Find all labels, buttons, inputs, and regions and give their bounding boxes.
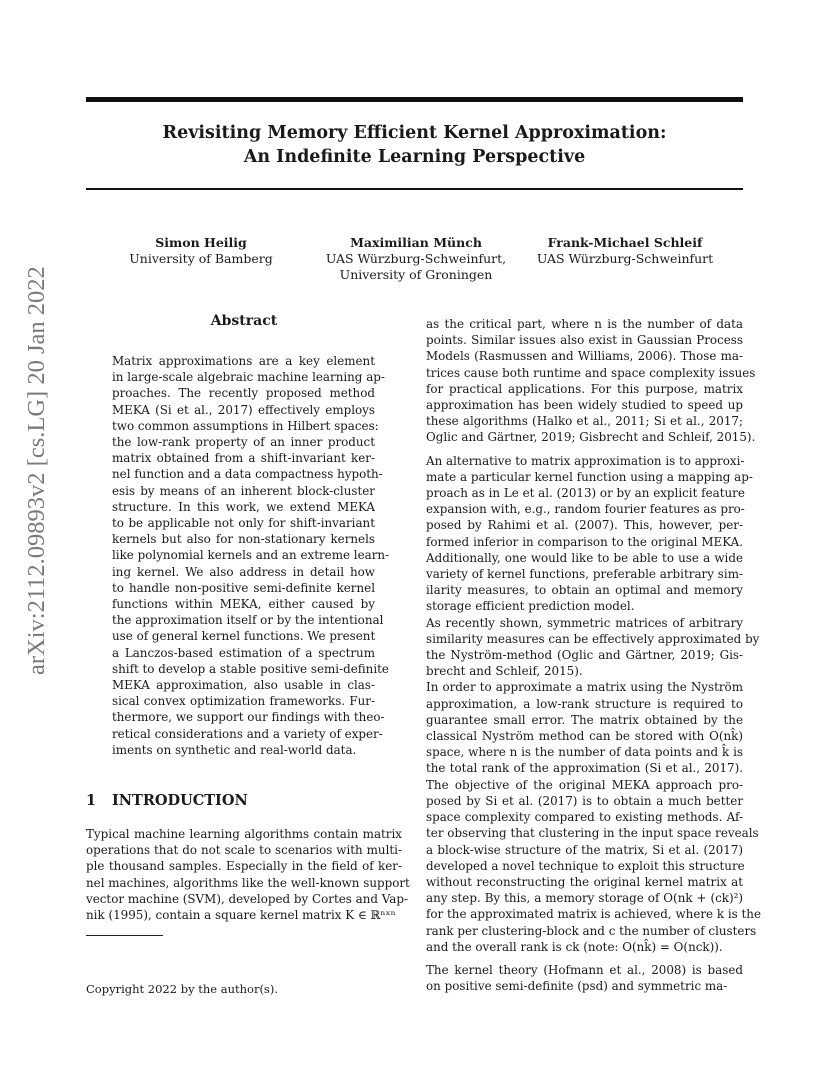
text-line: variety of kernel functions, preferable arbitrary sim- [426,567,743,582]
text-line: ing kernel. We also address in detail how [112,564,375,579]
text-line: use of general kernel functions. We present [112,629,376,644]
text-line: Matrix approximations are a key element [112,354,375,368]
text-line: nel function and a data compactness hypoth- [112,467,383,482]
text-line: space, where n is the number of data points and k̂ is [426,745,743,760]
text-line: MEKA (Si et al., 2017) effectively employs [112,402,375,417]
author-affiliation: UAS Würzburg-Schweinfurt [536,251,714,266]
text-line: sical convex optimization frameworks. Fur- [112,694,375,709]
text-line: ter observing that clustering in the input space reveals [426,826,759,841]
text-line: space complexity compared to existing methods. Af- [426,810,743,825]
text-line: nik (1995), contain a square kernel matrix K ∈ ℝⁿˣⁿ [86,908,396,923]
text-line: thermore, we support our findings with theo- [112,710,385,725]
text-line: In order to approximate a matrix using the Nyström [426,680,743,695]
text-line: functions within MEKA, either caused by [112,597,375,612]
text-line: MEKA approximation, also usable in clas- [112,678,375,693]
text-line: nel machines, algorithms like the well-known support [86,875,410,890]
title-top-rule [86,97,743,102]
author-name: Maximilian Münch [350,235,482,250]
text-line: for practical applications. For this purpose, matrix [426,381,743,396]
author-name: Frank-Michael Schleif [547,235,703,250]
text-line: formed inferior in comparison to the original MEKA. [426,534,743,549]
paper-title [86,121,743,169]
text-line: shift to develop a stable positive semi-definite [112,661,389,676]
text-line: any step. By this, a memory storage of O(nk + (ck)²) [426,891,743,906]
text-line: kernels but also for non-stationary kernels [112,532,375,547]
text-line: the approximation itself or by the intentional [112,613,384,628]
intro-left-column [86,826,410,923]
text-line: the total rank of the approximation (Si et al., 2017). [426,761,743,776]
text-line: approximation, a low-rank structure is required to [426,696,743,711]
text-line: Typical machine learning algorithms contain matrix [86,827,402,841]
text-line: posed by Si et al. (2017) is to obtain a much better [426,793,743,808]
author-affiliation: UAS Würzburg-Schweinfurt, [325,251,507,266]
arxiv-identifier: arXiv:2112.09893v2 [cs.LG] 20 Jan 2022 [23,266,50,675]
text-line: iments on synthetic and real-world data. [112,742,357,757]
text-line: retical considerations and a variety of exper- [112,726,383,741]
paragraph [426,962,743,994]
text-line: the low-rank property of an inner product [112,435,375,450]
text-line: storage efficient prediction model. [426,599,635,614]
section-number: 1 [86,792,97,809]
text-line: esis by means of an inherent block-cluster [112,483,375,498]
author-block-1 [120,235,282,267]
text-line: guarantee small error. The matrix obtained by the [426,712,743,727]
title-line-1: Revisiting Memory Efficient Kernel Approximation: [162,123,667,143]
text-line: mate a particular kernel function using a mapping ap- [426,469,753,484]
author-block-2 [318,235,514,283]
abstract-body [112,353,390,758]
text-line: a block-wise structure of the matrix, Si et al. (2017) [426,842,743,857]
paragraph [426,453,761,955]
text-line: in large-scale algebraic machine learning ap- [112,370,385,385]
text-line: like polynomial kernels and an extreme learn- [112,548,390,563]
abstract-heading: Abstract [210,313,278,329]
text-line: and the overall rank is ck (note: O(nk̂) = O(nck)). [426,939,723,954]
text-line: proaches. The recently proposed method [112,386,375,401]
text-line: a Lanczos-based estimation of a spectrum [112,645,375,660]
text-line: trices cause both runtime and space complexity issues [426,365,756,380]
text-line: proach as in Le et al. (2013) or by an explicit feature [426,486,745,501]
text-line: Oglic and Gärtner, 2019; Gisbrecht and Schleif, 2015). [426,430,756,445]
footnote-rule [86,935,163,936]
text-line: structure. In this work, we extend MEKA [112,499,375,514]
title-bottom-rule [86,188,743,190]
author-block-3 [531,235,719,267]
text-line: matrix obtained from a shift-invariant ker- [112,451,375,466]
text-line: developed a novel technique to exploit this structure [426,858,745,873]
text-line: similarity measures can be effectively approximated by [426,631,760,646]
text-line: posed by Rahimi et al. (2007). This, however, per- [426,518,743,533]
title-line-2: An Indefinite Learning Perspective [243,147,586,167]
text-line: Models (Rasmussen and Williams, 2006). Those ma- [426,349,743,364]
text-line: The objective of the original MEKA approach pro- [426,777,743,792]
copyright-footnote: Copyright 2022 by the author(s). [86,982,278,996]
text-line: vector machine (SVM), developed by Cortes and Vap- [86,891,409,906]
text-line: ple thousand samples. Especially in the field of ker- [86,859,402,874]
text-line: Additionally, one would like to be able to use a wide [426,550,743,565]
text-line: the Nyström-method (Oglic and Gärtner, 2019; Gis- [426,648,743,663]
text-line: expansion with, e.g., random fourier features as pro- [426,502,745,517]
text-line: to be applicable not only for shift-invariant [112,516,375,531]
section-heading [86,792,248,809]
author-affiliation: University of Bamberg [129,251,273,266]
text-line: classical Nyström method can be stored with O(nk̂) [426,729,743,744]
text-line: As recently shown, symmetric matrices of arbitrary [426,615,743,630]
text-line: operations that do not scale to scenarios with multi- [86,843,402,858]
text-line: ilarity measures, to obtain an optimal and memory [426,583,743,598]
right-column [426,316,761,994]
text-line: these algorithms (Halko et al., 2011; Si et al., 2017; [426,414,743,429]
text-line: without reconstructing the original kernel matrix at [426,874,743,889]
text-line: to handle non-positive semi-definite kernel [112,580,375,595]
text-line: two common assumptions in Hilbert spaces: [112,418,379,433]
text-line: for the approximated matrix is achieved, where k is the [426,907,761,922]
paragraph [426,316,756,446]
text-line: An alternative to matrix approximation is to approxi- [426,453,745,468]
text-line: rank per clustering-block and c the number of clusters [426,923,757,938]
text-line: brecht and Schleif, 2015). [426,664,583,679]
text-line: approximation has been widely studied to speed up [426,398,743,413]
text-line: points. Similar issues also exist in Gaussian Process [426,333,743,348]
author-affiliation: University of Groningen [339,267,493,282]
text-line: The kernel theory (Hofmann et al., 2008) is based [426,962,743,977]
section-title: INTRODUCTION [112,792,248,809]
text-line: as the critical part, where n is the number of data [426,317,743,331]
text-line: on positive semi-definite (psd) and symmetric ma- [426,979,728,994]
author-name: Simon Heilig [155,235,247,250]
